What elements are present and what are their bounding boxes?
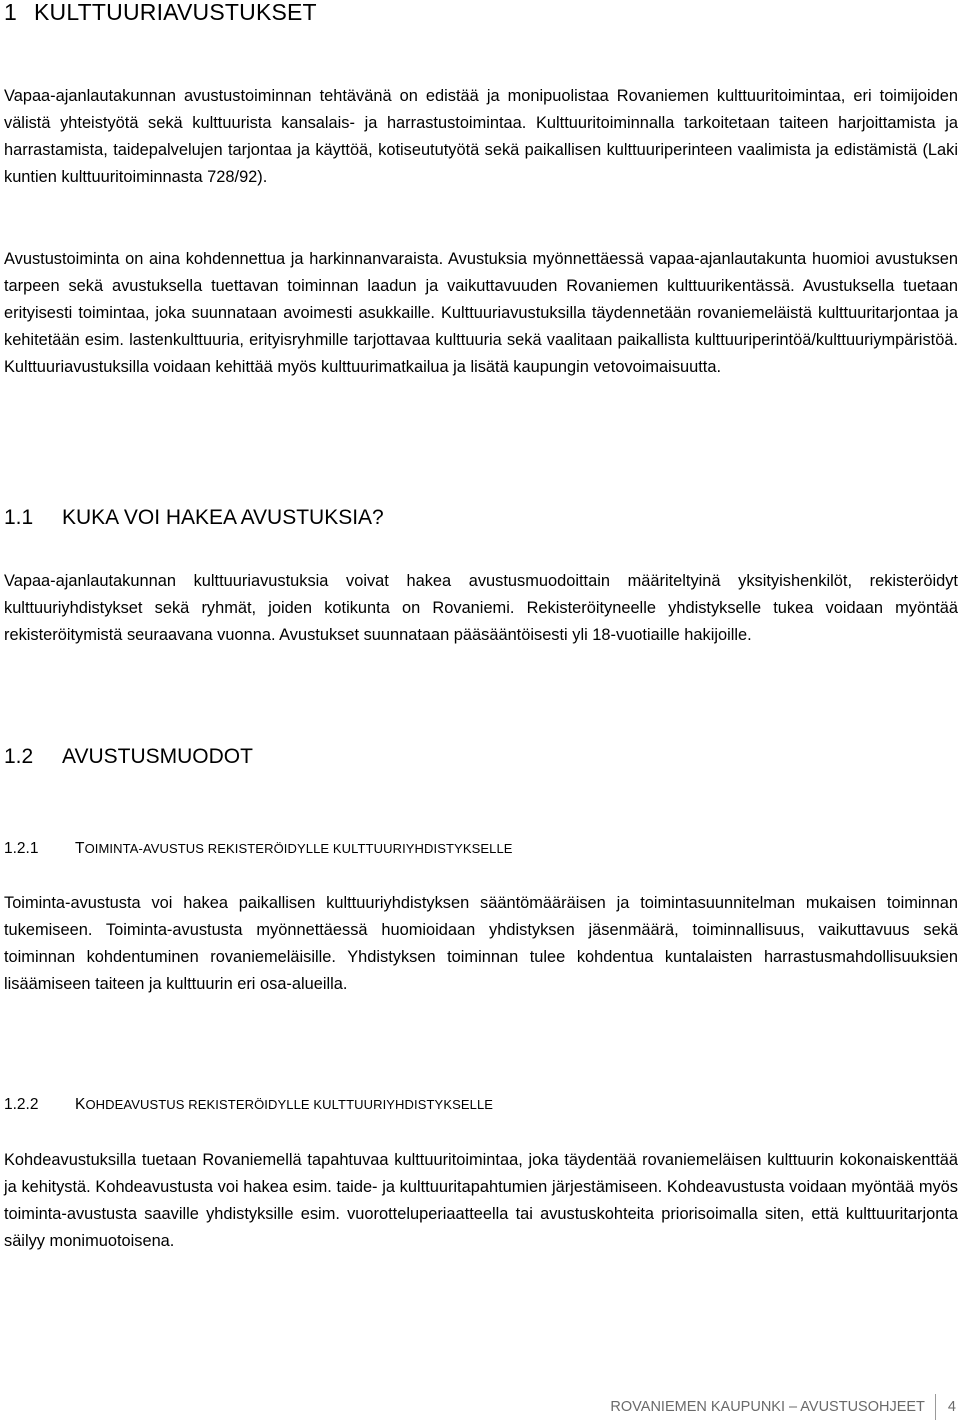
section-number-1-2: 1.2: [4, 745, 34, 768]
section-heading-1-2-2: [4, 1094, 493, 1116]
section-1-2-1-paragraph: Toiminta-avustusta voi hakea paikallisen kulttuuriyhdistyksen sääntömääräisen ja toimintasuunnitelman mukaisen toiminnan tukemiseen. Toiminta-avustusta myönnettäessä huomioidaan yhdistyksen jäsenmäärä, toiminnallisuus, vaikuttavuus sekä toiminnan kohdentuminen rovaniemeläisille. Yhdistyksen toiminnan tulee kohdentua kuntalaisten harrastusmahdollisuuksien lisäämiseen taiteen ja kulttuurin eri osa-alueilla.: [4, 894, 958, 994]
section-number-1-2-1: 1.2.1: [4, 840, 39, 857]
section-heading-1-2: [4, 743, 253, 771]
main-heading-title: KULTTUURIAVUSTUKSET: [34, 0, 317, 25]
page-footer: [610, 1394, 956, 1420]
section-title-1-2: AVUSTUSMUODOT: [62, 745, 253, 768]
footer-text: ROVANIEMEN KAUPUNKI – AVUSTUSOHJEET: [610, 1399, 925, 1415]
section-1-2-2-paragraph: Kohdeavustuksilla tuetaan Rovaniemellä tapahtuvaa kulttuuritoimintaa, joka täydentää rovaniemeläisen kulttuurin kokonaiskenttää ja kehitystä. Kohdeavustusta voi hakea esim. taide- ja kulttuuritapahtumien järjestämiseen. Kohdeavustusta voidaan myöntää myös toiminta-avustusta saaville yhdistyksille esim. vuorotteluperiaatteella tai avustuskohteita priorisoimalla siten, että kulttuuritarjonta säilyy monimuotoisena.: [4, 1151, 958, 1251]
main-heading: [4, 0, 317, 26]
intro-paragraph-1: Vapaa-ajanlautakunnan avustustoiminnan tehtävänä on edistää ja monipuolistaa Rovaniemen kulttuuritoimintaa, eri toimijoiden välistä yhteistyötä sekä kulttuurista kansalais- ja harrastustoimintaa. Kulttuuritoiminnalla tarkoitetaan taiteen harjoittamista ja harrastamista, taidepalvelujen tarjontaa ja käyttöä, kotiseututyötä sekä paikallisen kulttuuriperinteen vaalimista ja edistämistä (Laki kuntien kulttuuritoiminnasta 728/92).: [4, 87, 958, 187]
section-title-1-1: KUKA VOI HAKEA AVUSTUKSIA?: [62, 506, 384, 529]
section-1-1-paragraph: Vapaa-ajanlautakunnan kulttuuriavustuksia voivat hakea avustusmuodoittain määriteltyinä yksityishenkilöt, rekisteröidyt kulttuuriyhdistykset sekä ryhmät, joiden kotikunta on Rovaniemi. Rekisteröityneelle yhdistykselle tukea voidaan myöntää rekisteröitymistä seuraavana vuonna. Avustukset suunnataan pääsääntöisesti yli 18-vuotiaille hakijoille.: [4, 572, 958, 645]
footer-divider: [935, 1394, 936, 1420]
section-number-1-2-2: 1.2.2: [4, 1096, 39, 1113]
intro-paragraph-2: Avustustoiminta on aina kohdennettua ja harkinnanvaraista. Avustuksia myönnettäessä vapaa-ajanlautakunta huomioi avustuksen tarpeen sekä avustuksella tuettavan toiminnan laadun ja vaikuttavuuden Rovaniemen kulttuurikentässä. Avustuksella tuetaan erityisesti toimintaa, joka suunnataan avoimesti asukkaille. Kulttuuriavustuksilla täydennetään rovaniemeläistä kulttuuritarjontaa ja kehitetään esim. lastenkulttuuria, erityisryhmille tarjottavaa kulttuuria sekä vaalitaan paikallista kulttuuriperintöä/kulttuuriympäristöä. Kulttuuriavustuksilla voidaan kehittää myös kulttuurimatkailua ja lisätä kaupungin vetovoimaisuutta.: [4, 250, 958, 377]
section-heading-1-2-1: [4, 838, 513, 860]
page-number: 4: [947, 1399, 956, 1415]
section-title-1-2-1: TOIMINTA-AVUSTUS REKISTERÖIDYLLE KULTTUURIYHDISTYKSELLE: [75, 840, 513, 857]
section-heading-1-1: [4, 504, 384, 532]
main-heading-number: 1: [4, 0, 17, 25]
section-title-1-2-2: KOHDEAVUSTUS REKISTERÖIDYLLE KULTTUURIYHDISTYKSELLE: [75, 1096, 494, 1113]
section-number-1-1: 1.1: [4, 506, 34, 529]
